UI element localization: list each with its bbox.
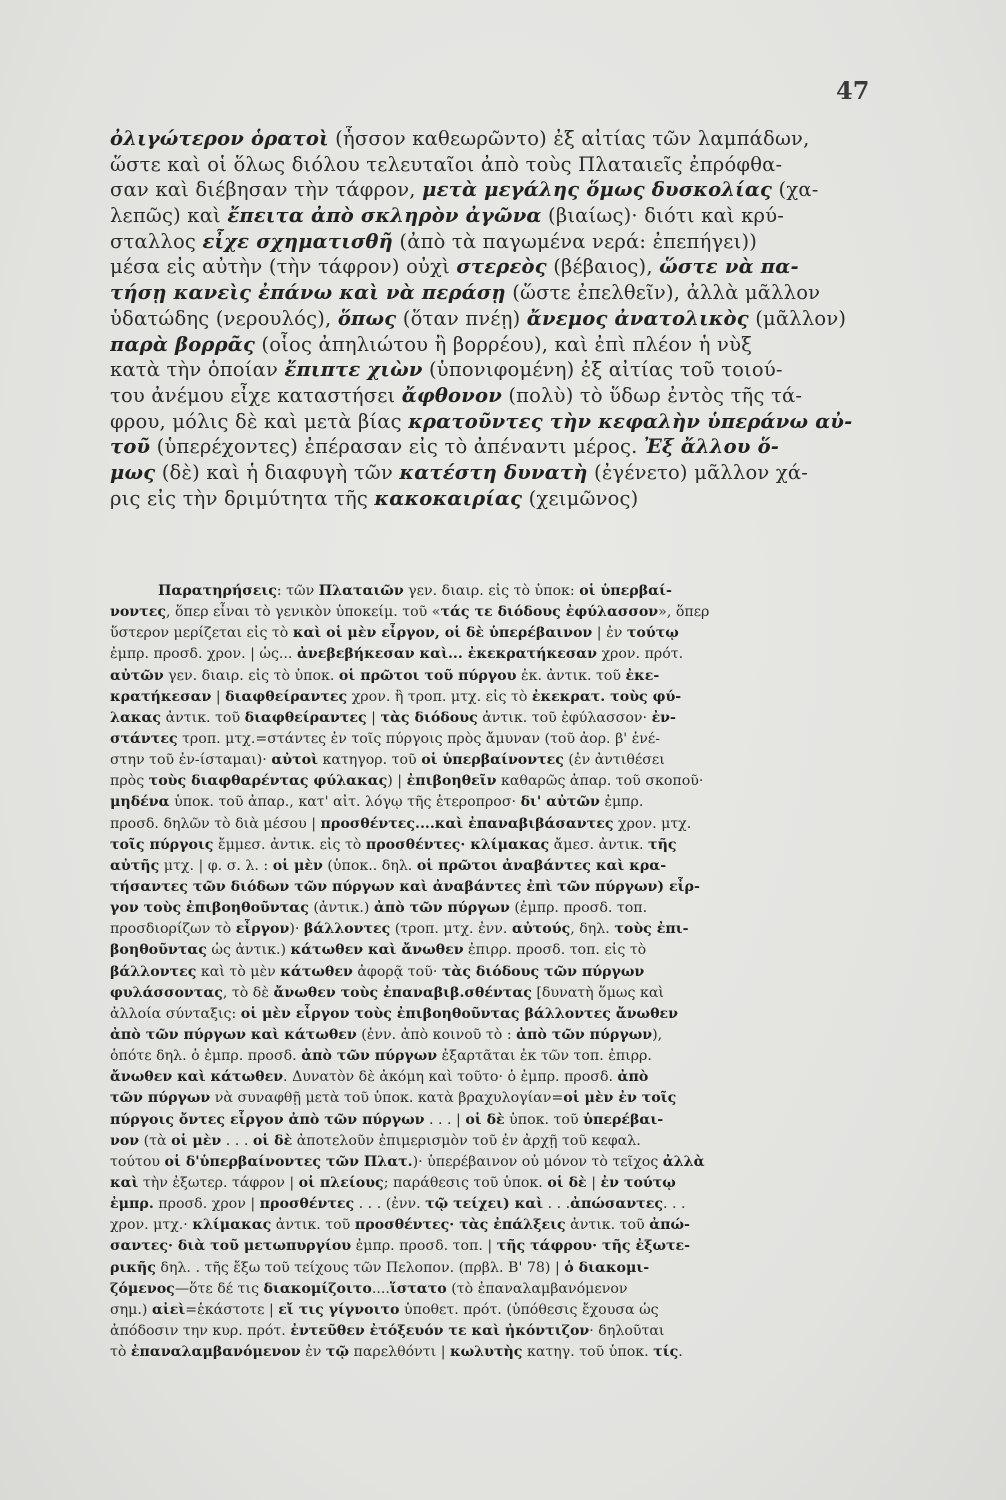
text-run: [δυνατὴ ὅμως καὶ [531,984,664,1001]
text-run: (ἐν ἀντιθέσει [563,752,665,769]
text-run: κρατοῦντες τὴν κεφαλὴν ὑπεράνω αὐ- [408,409,853,433]
text-run: εἴ τις γίγνοιτο [278,1301,400,1318]
text-run: (ὑποκ.. δηλ. [322,857,417,874]
text-run: σαν καὶ διέβησαν τὴν τάφρον, [110,178,423,202]
text-run: καὶ τὸ μὲν [196,963,281,980]
text-run: οἱ πλείους [298,1174,384,1191]
text-run: οἱ πρῶτοι ἀναβάντες καὶ κρα- [416,857,667,874]
text-run: ἔπιπτε χιὼν [284,358,423,382]
text-run: κωλυτὴς [450,1344,523,1361]
text-run: οἱ δὲ [252,1132,293,1149]
text-run: αὐτῆς [110,857,160,874]
text-run: (δὲ) καὶ ἡ διαφυγὴ τῶν [155,460,400,484]
text-run: (βέβαιος), [546,255,660,279]
main-text-line [110,460,870,486]
main-text-line [110,280,870,306]
text-run: τοὺς ἐπι- [614,921,689,938]
text-run: ἔπειτα ἀπὸ σκληρὸν ἀγῶνα [227,204,542,228]
text-run: αὐτῶν [110,667,164,684]
text-run: οἱ μὲν [272,857,323,874]
text-run: ἀπὸ [617,1069,649,1086]
text-run: . . . [543,1196,571,1213]
note-line [110,1152,870,1173]
text-run: ὥστε νὰ πα- [659,255,799,279]
text-run: ὕστερον μερίζεται εἰς τὸ [110,625,293,642]
text-run: ἀπὸ τῶν πύργων [516,1026,653,1043]
text-run: σαντες· διὰ τοῦ μετωπυργίου [110,1238,352,1255]
text-run: ἵστατο [389,1280,447,1297]
text-run: οἱ πρῶτοι τοῦ πύργου [338,667,517,684]
text-run: γεν. διαιρ. εἰς τὸ ὑποκ: [403,583,580,599]
text-run: (μᾶλλον) [748,306,847,330]
note-line [110,750,870,771]
text-run: . [678,1344,683,1361]
text-run: ἔμμεσ. ἀντικ. εἰς τὸ [213,836,366,853]
note-line [110,1131,870,1152]
note-line [110,1004,870,1025]
text-run: ἐμπρ. προσδ. τοπ. | [351,1238,497,1255]
note-line [110,1342,870,1363]
text-run: (τροπ. μτχ. ἐνν. [390,921,512,938]
text-run: (χειμῶνος) [522,486,639,510]
text-run: τοῖς πύργοις [110,836,214,853]
note-line [110,962,870,983]
text-run: (ὅταν πνέῃ) [396,306,527,330]
text-run: (ἀντικ.) [308,900,374,917]
text-run: οἱ δὲ [465,1111,505,1128]
text-run: οἱ μὲν εἶργον τοὺς ἐπιβοηθοῦντας βάλλοντες ἄνωθεν [240,1005,678,1022]
text-run: φρου, μόλις δὲ καὶ μετὰ βίας [110,409,409,433]
text-run: χρον. ἢ τροπ. μτχ. εἰς τὸ [347,688,532,705]
text-run: ἀπὸ τῶν πύργων καὶ κάτωθεν [110,1026,357,1043]
main-text-line [110,409,870,435]
text-run: ἐπαναλαμβανόμενον [130,1344,301,1361]
text-run: αὐτοὶ [271,752,318,769]
text-run: (ἧσσον καθεωρῶντο) ἐξ αἰτίας τῶν λαμπάδων, [328,127,810,150]
text-run: ἀφορᾷ τοῦ· [352,963,442,980]
text-run: · δηλοῦται [589,1322,665,1339]
text-run: , ὅπερ εἶναι τὸ γενικὸν ὑποκείμ. τοῦ « [165,604,441,621]
text-run: ὑποκ. τοῦ [504,1111,584,1128]
text-run: δι' αὐτῶν [520,794,600,811]
text-run: κατηγ. τοῦ ὑποκ. [522,1344,654,1361]
text-run: ἀντικ. τοῦ [161,709,245,726]
main-text-line [110,486,870,512]
note-line [110,666,870,687]
text-run: κρατήκεσαν [110,688,212,705]
text-run: αἰεὶ [151,1301,186,1318]
text-run: ἀνεβεβήκεσαν καὶ... ἐκεκρατήκεσαν [296,646,597,663]
text-run: σταλλος [110,229,203,253]
text-run: διακομίζοιτο [263,1280,372,1297]
text-run: δηλ. . τῆς ἔξω τοῦ τείχους τῶν Πελοπον. (πρβλ. Β' 78) | [155,1259,565,1276]
text-run: τάς τε διόδους ἐφύλασσον [440,604,659,621]
text-run: τῆς [648,836,677,853]
text-run: ; παράθεσις τοῦ ὑποκ. [383,1174,548,1191]
note-line [110,919,870,940]
text-run: σημ.) [110,1301,152,1318]
text-run: πύργοις ὄντες εἶργον ἀπὸ τῶν πύργων [110,1111,425,1128]
text-run: αὐτούς [511,921,571,938]
text-run: τίς [653,1344,679,1361]
text-run: νὰ συναφθῇ μετὰ τοῦ ὑποκ. κατὰ βραχυλογίαν= [210,1090,564,1107]
text-run: τούτῳ [626,625,679,642]
note-line [110,898,870,919]
text-run: ἄμεσ. ἀντικ. [549,836,649,853]
note-line [110,1046,870,1067]
text-run: )· [289,921,304,938]
note-line [110,1088,870,1109]
text-run: , τὸ δὲ [222,984,274,1001]
text-run: καὶ οἱ μὲν εἶργον, οἱ δὲ ὑπερέβαινον [292,625,593,642]
text-run: | [366,709,381,726]
text-run: (ὑπονιφομένη) ἐξ αἰτίας τοῦ τοιού- [422,358,783,382]
main-text-line [110,434,870,460]
text-run: φυλάσσοντας [110,984,223,1001]
note-line [110,814,870,835]
text-run: ὡς ἀντικ.) [206,942,291,959]
text-run: τοῦ [110,435,151,459]
note-line [110,835,870,856]
text-run: νοντες [110,604,166,621]
text-run: ἀλλὰ [662,1153,705,1170]
text-run: τὰς διόδους [380,709,478,726]
text-run: στην τοῦ ἐν-ίσταμαι)· [110,752,272,769]
text-run: ἐν τούτῳ [600,1174,676,1191]
text-run: οἱ μὲν [171,1132,222,1149]
text-run: | [211,688,226,705]
text-run: εἶχε σχηματισθῆ [202,229,393,253]
text-run: (ἀπὸ τὰ παγωμένα νερά: ἐπεπήγει)) [393,229,758,253]
text-run: | [586,1174,601,1191]
text-run: προσθέντες....καὶ ἐπαναβιβάσαντες [320,815,614,832]
text-run: ἐμπρ. [110,1196,154,1213]
text-run: μέσα εἰς αὐτὴν (τὴν τάφρον) οὐχὶ [110,255,457,279]
text-run: λεπῶς) καὶ [110,204,228,228]
text-run: .... [371,1280,390,1297]
text-run: διαφθείραντες [244,709,367,726]
page-number: 47 [836,76,870,105]
text-run: τοὺς διαφθαρέντας φύλακας [148,773,388,790]
text-run: πρὸς [110,773,149,790]
text-run: βάλλοντες [110,963,197,980]
text-run: ρικῆς [110,1259,156,1276]
text-run: κατέστη δυνατὴ [399,460,588,484]
text-run: προσθέντες [259,1196,355,1213]
text-run: », ὅπερ [658,604,710,621]
main-text-line [110,357,870,383]
main-text-line [110,152,870,178]
note-line [110,792,870,813]
text-run: ἐπιρρ. προσδ. τοπ. εἰς τὸ [463,942,647,959]
note-line [110,1300,870,1321]
text-run: (χα- [772,178,819,202]
text-run: κάτωθεν καὶ ἄνωθεν [290,942,464,959]
text-run: μετὰ μεγάλης ὅμως δυσκολίας [422,178,773,202]
text-run: ἐκε- [625,667,660,684]
text-run: τήσαντες τῶν διόδων τῶν πύργων καὶ ἀναβάντες ἐπὶ τῶν πύργων) εἶρ- [110,878,700,895]
text-run: ὑποκ. τοῦ ἀπαρ., κατ' αἰτ. λόγῳ τῆς ἑτεροπροσ· [169,794,521,811]
text-run: (οἷος ἀπηλιώτου ἢ βορρέου), καὶ ἐπὶ πλέον ἡ νὺξ [255,332,753,356]
text-run: οἱ ὑπερβαί- [579,583,672,599]
main-text-line [110,383,870,409]
text-run: (ἐνν. ἀπὸ κοινοῦ τὸ : [356,1026,517,1043]
text-run: . . . | [424,1111,466,1128]
text-run: τήσῃ κανεὶς ἐπάνω καὶ νὰ περάσῃ [110,281,506,305]
note-line [110,983,870,1004]
text-run: ὑδατώδης (νερουλός), [110,306,338,330]
note-line [110,1258,870,1279]
text-run: ἀπώ- [649,1217,690,1234]
text-run: ἐντεῦθεν ἐτόξευόν τε καὶ ἠκόντιζον [290,1322,590,1339]
text-run: ἐμπρ. [599,794,644,811]
text-run: ἐκεκρατ. τοὺς φύ- [531,688,682,705]
text-run: μως [110,460,156,484]
note-line [110,602,870,623]
text-run: =ἑκάστοτε | [185,1301,279,1318]
text-run: ἀπώσαντες [570,1196,663,1213]
notes-section [110,581,870,1363]
text-run: του ἀνέμου εἶχε καταστήσει [110,383,402,407]
note-line [110,856,870,877]
text-run: κατηγορ. τοῦ [317,752,422,769]
main-text-line [110,306,870,332]
note-line [110,1215,870,1236]
text-run: ἀπὸ τῶν πύργων [373,900,510,917]
note-line [110,1173,870,1194]
note-line [110,623,870,644]
text-run: ἀντικ. τοῦ ἐφύλασσον· [477,709,652,726]
note-line [110,1236,870,1257]
text-run: προσδιορίζων τὸ [110,921,236,938]
text-run: χρον. μτχ.· [110,1217,193,1234]
text-run: ἐξαρτᾶται ἐκ τῶν τοπ. ἐπιρρ. [437,1048,652,1065]
text-run: μτχ. | φ. σ. λ. : [159,857,273,874]
text-run: . . . (ἐνν. [354,1196,426,1213]
text-run: ἀπὸ τῶν πύργων [301,1048,438,1065]
text-run: . . . [221,1132,253,1149]
text-run: (βιαίως)· διότι καὶ κρύ- [541,204,785,228]
note-line [110,1067,870,1088]
text-run: . . . [662,1196,686,1213]
text-run: λακας [110,709,162,726]
main-text-line [110,203,870,229]
text-run: )· ὑπερέβαινον οὐ μόνον τὸ τεῖχος [412,1153,663,1170]
text-run: ὑπερέβαι- [583,1111,664,1128]
text-run: κατὰ τὴν ὁποίαν [110,358,285,382]
text-run: ὑποθετ. πρότ. (ὑπόθεσις ἔχουσα ὡς [399,1301,659,1318]
text-run: τῶν πύργων [110,1090,211,1107]
text-run: στερεὸς [456,255,547,279]
note-line [110,729,870,750]
note-line [110,940,870,961]
note-line [110,1321,870,1342]
main-text-line [110,332,870,358]
text-run: οἱ ὑπερβαίνοντες [421,752,564,769]
text-run: προσδ. δηλῶν τὸ διὰ μέσου | [110,815,321,832]
text-run: ἀπόδοσιν την κυρ. πρότ. [110,1322,291,1339]
text-run: ἀλλοία σύνταξις: [110,1005,241,1022]
text-run: ἐκ. ἀντικ. τοῦ [516,667,626,684]
text-run: κάτωθεν [280,963,353,980]
text-run: ἐν [300,1344,326,1361]
text-run: παρελθόντι | [348,1344,451,1361]
text-run: ἄφθονον [401,383,502,407]
text-run: , δηλ. [570,921,615,938]
text-run: ὥστε καὶ οἱ ὅλως διόλου τελευταῖοι ἀπὸ τοὺς Πλαταιεῖς ἐπρόφθα- [110,152,783,176]
text-run: ὅπως [337,306,397,330]
note-line [110,1110,870,1131]
note-line [110,877,870,898]
text-run: εἶργον [235,921,290,938]
main-text-line [110,254,870,280]
text-run: προσθέντες· κλίμακας [365,836,550,853]
text-run: : τῶν [276,583,319,599]
text-run: τὸ [110,1344,131,1361]
text-run: καθαρῶς ἀπαρ. τοῦ σκοποῦ· [496,773,704,790]
text-run: ρις εἰς τὴν δριμύτητα τῆς [110,486,375,510]
text-run: οἱ δὲ [547,1174,587,1191]
note-line [110,1279,870,1300]
text-run: οἱ δ'ὑπερβαίνοντες τῶν Πλατ. [164,1153,413,1170]
text-run: προσδ. χρον | [153,1196,260,1213]
text-run: τῷ [325,1344,349,1361]
text-run: ἄνεμος ἀνατολικὸς [526,306,749,330]
text-run: χρον. πρότ. [596,646,684,663]
text-run: (πολὺ) τὸ ὕδωρ ἐντὸς τῆς τά- [501,383,803,407]
text-run: (ὑπερέχοντες) ἐπέρασαν εἰς τὸ ἀπέναντι μέρος. [150,435,644,459]
text-run: τὰς διόδους τῶν πύργων [441,963,645,980]
text-run: κλίμακας [192,1217,272,1234]
text-run: (ἐμπρ. προσδ. τοπ. [509,900,648,917]
text-run: ἀντικ. τοῦ [271,1217,355,1234]
note-line [110,771,870,792]
note-line [110,581,870,602]
note-line [110,1194,870,1215]
text-run: ἀντικ. τοῦ [565,1217,650,1234]
text-run: (ὥστε ἐπελθεῖν), ἀλλὰ μᾶλλον [505,281,821,305]
text-run: χρον. μτχ. [613,815,692,832]
text-run: ὁπότε δηλ. ὁ ἐμπρ. προσδ. [110,1048,302,1065]
text-run: ἐν- [651,709,676,726]
text-run: διαφθείραντες [225,688,348,705]
text-run: τῷ τείχει) καὶ [425,1196,544,1213]
text-run: (τὰ [139,1132,172,1149]
text-run: τὴν ἐξωτερ. τάφρον | [138,1174,299,1191]
text-run: Παρατηρήσεις [158,583,277,599]
text-run: καὶ [110,1174,139,1191]
main-text-line [110,229,870,255]
text-run: τροπ. μτχ.=στάντες ἐν τοῖς πύργοις πρὸς ἄμυναν (τοῦ ἀορ. β' ἐνέ- [177,730,661,747]
text-run: ἀποτελοῦν ἐπιμερισμὸν τοῦ ἐν ἀρχῇ τοῦ κεφαλ. [292,1132,641,1149]
text-run: —ὅτε δέ τις [174,1280,264,1297]
text-run: ἄνωθεν καὶ κάτωθεν [110,1069,284,1086]
note-line [110,708,870,729]
text-run: | ἐν [592,625,627,642]
text-run: βοηθοῦντας [110,942,207,959]
text-run: ζόμενος [110,1280,175,1297]
note-line [110,687,870,708]
text-run: ὁ διακομι- [564,1259,650,1276]
text-run: (ἐγένετο) μᾶλλον χά- [587,460,809,484]
text-run: μηδένα [110,794,170,811]
text-run: τούτου [110,1153,165,1170]
note-line [110,644,870,665]
text-run: Πλαταιῶν [318,583,404,599]
text-run: οἱ μὲν ἐν τοῖς [563,1090,677,1107]
text-run: . Δυνατὸν δὲ ἀκόμη καὶ τοῦτο· ὁ ἐμπρ. προσδ. [283,1069,618,1086]
text-run: στάντες [110,730,178,747]
main-text-line [110,126,870,152]
text-run: ), [652,1026,663,1043]
text-run: προσθέντες· τὰς ἐπάλξεις [354,1217,566,1234]
text-run: κακοκαιρίας [374,486,523,510]
main-text [110,126,870,511]
text-run: Ἐξ ἄλλου ὅ- [643,435,780,459]
main-text-line [110,177,870,203]
text-run: ἄνωθεν τοὺς ἐπαναβιβ.σθέντας [273,984,532,1001]
text-run: γον τοὺς ἐπιβοηθοῦντας [110,900,309,917]
text-run: ἐπιβοηθεῖν [406,773,497,790]
text-run: βάλλοντες [303,921,391,938]
note-line [110,1025,870,1046]
text-run: παρὰ βορρᾶς [110,332,256,356]
text-run: ) | [387,773,407,790]
text-run: νον [110,1132,140,1149]
text-run: ὀλιγώτερον ὁρατοὶ [110,127,329,150]
text-run: ἐμπρ. προσδ. χρον. | ὡς... [110,646,297,663]
text-run: τῆς τάφρου· τῆς ἐξωτε- [496,1238,691,1255]
text-run: (τὸ ἐπαναλαμβανόμενον [446,1280,628,1297]
text-run: γεν. διαιρ. εἰς τὸ ὑποκ. [163,667,339,684]
